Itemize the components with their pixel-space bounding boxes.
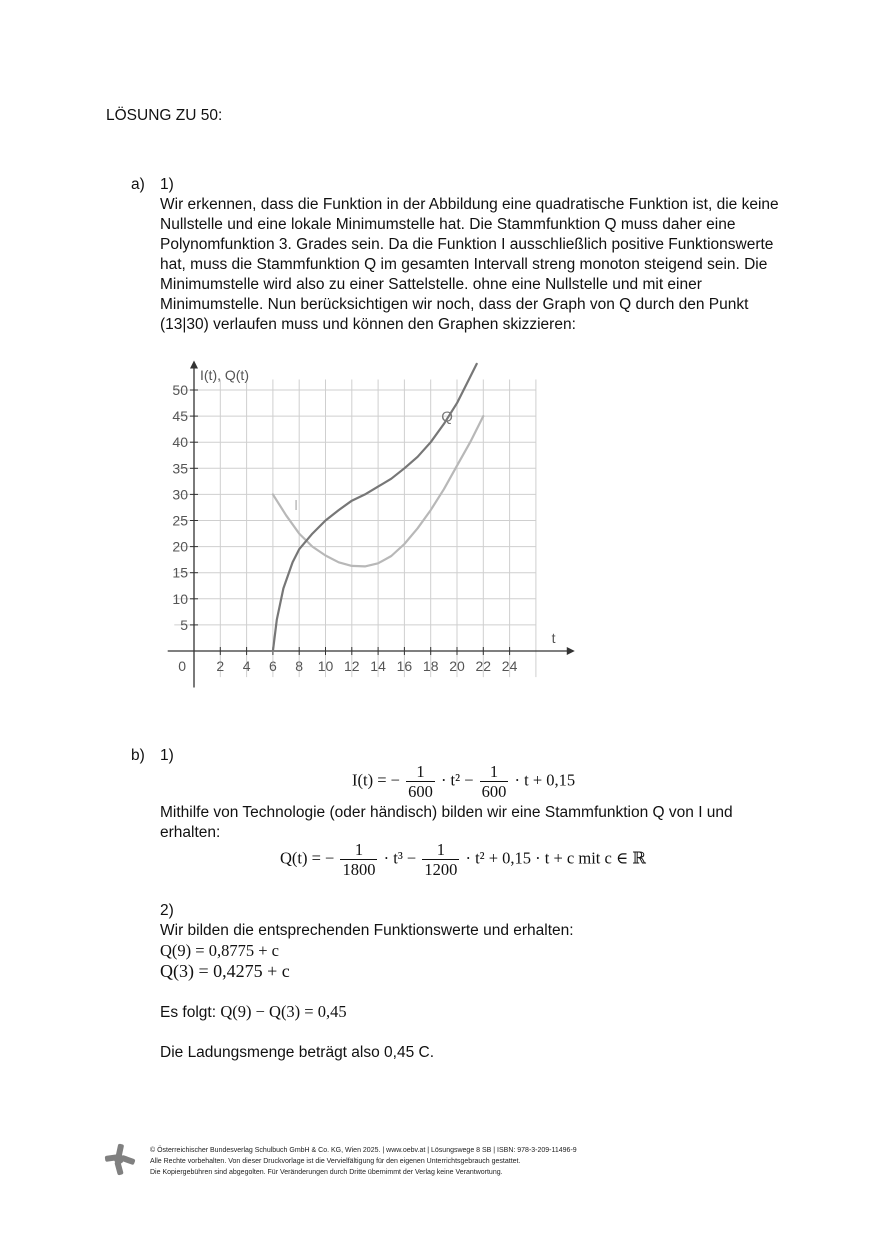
function-graph <box>150 355 556 685</box>
x-tick-label: 4 <box>242 658 251 674</box>
y-axis-arrow-icon <box>190 361 198 369</box>
part-a-line: hat, muss die Stammfunktion Q im gesamten Intervall streng monoton steigend sein. Die <box>160 256 768 273</box>
part-a-line: Polynomfunktion 3. Grades sein. Da die Funktion I ausschließlich positive Funktionswerte <box>160 236 774 253</box>
x-tick-label: 20 <box>449 658 465 674</box>
x-tick-label: 10 <box>317 658 334 674</box>
series-label-i: I <box>293 497 299 515</box>
series-label-q: Q <box>441 408 453 426</box>
follow-statement: Es folgt: Q(9) − Q(3) = 0,45 <box>160 1002 347 1021</box>
y-tick-label: 10 <box>172 590 188 607</box>
x-tick-label: 14 <box>370 658 386 674</box>
y-tick-label: 50 <box>172 382 188 398</box>
x-tick-label: 16 <box>396 658 413 674</box>
origin-label: 0 <box>178 658 187 674</box>
formula-Q: Q(t) = − $\frac{1}{1800}$ · t³ − $\frac{1}{1200}$ · t² + 0,15 · t + c mit c ∈ ℝ <box>280 840 646 879</box>
y-tick-label: 35 <box>172 460 188 477</box>
x-tick-label: 22 <box>475 658 492 674</box>
part-b-line2: erhalten: <box>160 824 221 841</box>
part-b1-label: 1) <box>160 747 174 764</box>
part-a-line: Nullstelle und eine lokale Minimumstelle hat. Die Stammfunktion Q muss daher eine <box>160 216 736 233</box>
x-tick-label: 12 <box>344 658 360 674</box>
x-tick-label: 24 <box>501 658 518 674</box>
x-tick-label: 8 <box>295 658 304 674</box>
footer-disclaimer: Die Kopiergebühren sind abgegolten. Für Veränderungen durch Dritte übernimmt der Verlag keine Verantwortung. <box>150 1169 503 1176</box>
x-axis-label: t <box>551 630 556 646</box>
y-tick-label: 25 <box>172 512 188 529</box>
page-title: LÖSUNG ZU 50: <box>106 107 223 124</box>
part-a-line: Wir erkennen, dass die Funktion in der Abbildung eine quadratische Funktion ist, die keine <box>160 196 779 213</box>
y-tick-label: 40 <box>172 434 188 451</box>
x-tick-label: 6 <box>269 658 277 674</box>
part-b-label: b) <box>131 747 145 764</box>
footer-rights: Alle Rechte vorbehalten. Von dieser Druckvorlage ist die Vervielfältigung für den eigenen Unterrichtsgebrauch gestattet. <box>150 1158 521 1165</box>
part-a-sub-label: 1) <box>160 176 174 193</box>
part-b-line3: Wir bilden die entsprechenden Funktionswerte und erhalten: <box>160 922 574 939</box>
y-tick-label: 30 <box>172 486 188 503</box>
part-a-line: Minimumstelle. Nun berücksichtigen wir noch, dass der Graph von Q durch den Punkt <box>160 296 749 313</box>
y-tick-label: 45 <box>172 408 188 425</box>
formula-I: I(t) = − $\frac{1}{600}$ · t² − $\frac{1}{600}$ · t + 0,15 <box>352 762 576 801</box>
value-q3: Q(3) = 0,4275 + c <box>160 961 290 981</box>
x-tick-label: 18 <box>422 658 439 674</box>
part-a-label: a) <box>131 176 145 193</box>
conclusion: Die Ladungsmenge beträgt also 0,45 C. <box>160 1044 435 1061</box>
part-a-line: (13|30) verlaufen muss und können den Graphen skizzieren: <box>160 316 576 333</box>
y-tick-label: 15 <box>172 564 188 581</box>
part-b2-label: 2) <box>160 902 174 919</box>
y-tick-label: 5 <box>180 616 188 633</box>
footer-copyright: © Österreichischer Bundesverlag Schulbuch GmbH & Co. KG, Wien 2025. | www.oebv.at | Lösungswege 8 SB | ISBN: 978-3-209-11496-9 <box>150 1147 577 1154</box>
y-axis-label: I(t), Q(t) <box>200 367 249 383</box>
y-tick-label: 20 <box>172 538 188 555</box>
x-tick-label: 2 <box>216 658 225 674</box>
part-b-line1: Mithilfe von Technologie (oder händisch) bilden wir eine Stammfunktion Q von I und <box>160 804 733 821</box>
publisher-logo-icon <box>103 1143 137 1177</box>
series-line-q <box>273 364 477 651</box>
value-q9: Q(9) = 0,8775 + c <box>160 941 279 960</box>
part-a-line: Minimumstelle wird also zu einer Sattelstelle. ohne eine Nullstelle und mit einer <box>160 276 702 293</box>
x-axis-arrow-icon <box>567 647 575 655</box>
